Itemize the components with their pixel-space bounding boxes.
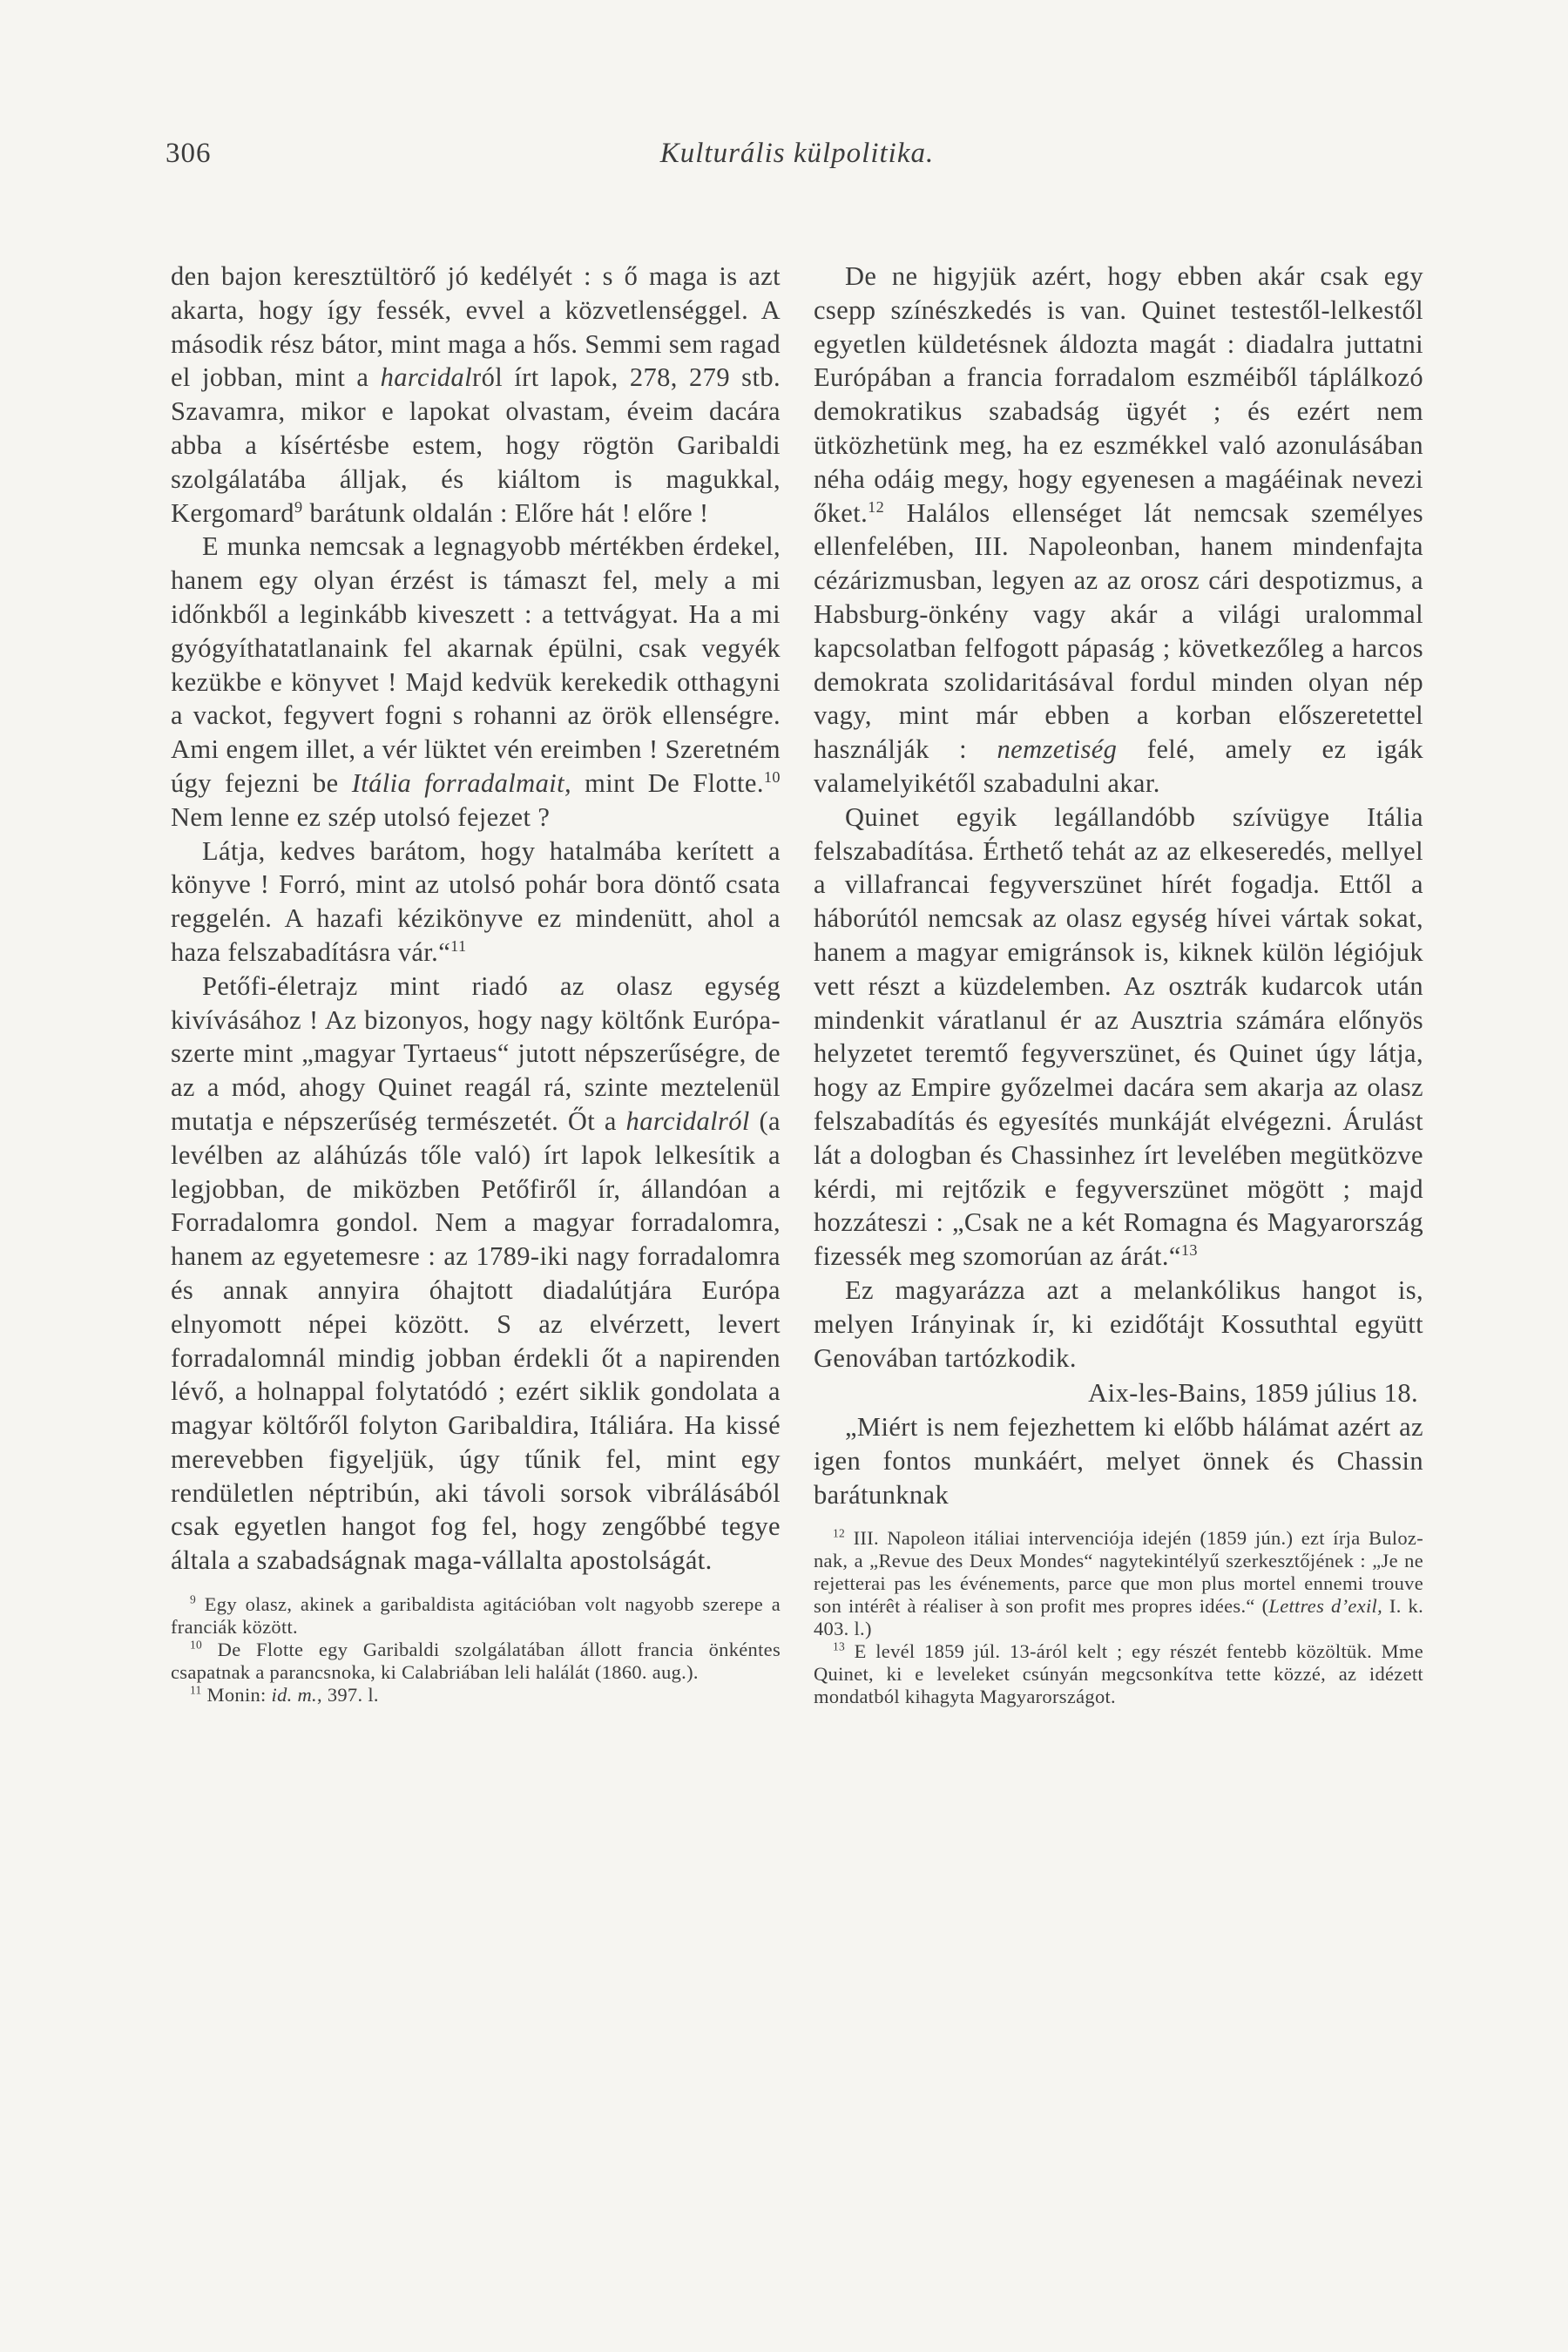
paragraph: „Miért is nem fejezhettem ki előbb hálámat azért az igen fontos munkáért, melyet önnek és Chassin barátunknak <box>814 1412 1423 1510</box>
footnote-ref: 11 <box>450 936 467 955</box>
left-column <box>171 260 781 1707</box>
paragraph: De ne higyjük azért, hogy ebben akár csak egy csepp színészkedés is van. Quinet testestől-lelkestől egyetlen küldetésnek áldozta magát : diadalra juttatni Európában a francia forradalom eszméiből táplálkozó demokratikus szabadság ügyét ; és ezért nem ütközhetünk meg, ha ez eszmékkel való azonulásában néha odáig megy, hogy egyenesen a magáéinak nevezi őket.$^{12}$ Halálos ellenséget lát nemcsak személyes ellenfelében, III. Napoleonban, hanem mindenfajta cézárizmusban, legyen az az orosz cári despotizmus, a Habsburg-önkény vagy akár a világi uralommal kapcsolatban felfogott pápaság ; következőleg a harcos demokrata szolidaritásával fordul minden olyan nép vagy, mint már ebben a korban előszeretettel használják : nemzetiség felé, amely ez igák valamelyikétől szabadulni akar. <box>814 261 1423 798</box>
footnote: $^{10}$ De Flotte egy Garibaldi szolgálatában állott francia önkéntes csapatnak a parancsnoka, ki Calabriában leli halálát (1860. aug.). <box>171 1638 781 1684</box>
paragraph: E munka nemcsak a legnagyobb mértékben érdekel, hanem egy olyan érzést is támaszt fel, mely a mi időnkből a leginkább kiveszett : a tettvágyat. Ha a mi gyógyíthatatlanaink fel akarnak épülni, csak vegyék kezükbe e könyvet ! Majd kedvük kerekedik otthagyni a vackot, fegyvert fogni s rohanni az örök ellenségre. Ami engem illet, a vér lüktet vén ereimben ! Szeretném úgy fejezni be Itália forradalmait, mint De Flotte.$^{10}$ Nem lenne ez szép utolsó fejezet ? <box>171 531 781 832</box>
footnote-ref: 13 <box>1180 1240 1198 1259</box>
page-header <box>166 138 1429 181</box>
footnotes-left <box>171 1593 781 1707</box>
footnote-ref: 9 <box>294 497 303 516</box>
paragraph: Quinet egyik legállandóbb szívügye Itália felszabadítása. Érthető tehát az az elkeseredés, mellyel a villafrancai fegyverszünet hírét fogadja. Ettől a háborútól nemcsak az olasz egység hívei vártak sokat, hanem a magyar emigránsok is, kiknek külön légiójuk vett részt a küzdelemben. Az osztrák kudarcok után mindenkit váratlanul ér az Ausztria számára előnyös helyzetet teremtő fegyverszünet, és Quinet úgy látja, hogy az Empire győzelmei dacára sem akarja az olasz felszabadítás és egyesítés munkáját elvégezni. Árulást lát a dologban és Chassinhez írt levelében megütközve kérdi, mi rejtőzik e fegyverszünet mögött ; majd hozzáteszi : „Csak ne a két Romagna és Magyarország fizessék meg szomorúan az árát.“$^{13}$ <box>814 801 1423 1272</box>
paragraph: Petőfi-életrajz mint riadó az olasz egység kivívásához ! Az bizonyos, hogy nagy költőnk Európa-szerte mint „magyar Tyrtaeus“ jutott népszerűségre, de az a mód, ahogy Quinet reagál rá, szinte meztelenül mutatja e népszerűség természetét. Őt a harcidalról (a levélben az aláhúzás tőle való) írt lapok lelkesítik a legjobban, de miközben Petőfiről ír, állandóan a Forradalomra gondol. Nem a magyar forradalomra, hanem az egyetemesre : az 1789-iki nagy forradalomra és annak annyira óhajtott diadalútjára Európa elnyomott népei között. S az elvérzett, levert forradalomnál mindig jobban érdekli őt a napirenden lévő, a holnappal folytatódó ; ezért siklik gondolata a magyar költőről folyton Garibaldira, Itáliára. Ha kissé merevebben figyeljük, úgy tűnik fel, mint egy rendületlen néptribún, aki távoli sorsok vibrálásából csak egyetlen hangot fog fel, hogy zengőbbé tegye általa a szabadságnak maga-vállalta apostolságát. <box>171 970 781 1576</box>
footnote-ref: 10 <box>763 767 781 786</box>
footnotes-right <box>814 1527 1423 1708</box>
footnote: $^{12}$ III. Napoleon itáliai intervenciója idején (1859 jún.) ezt írja Buloz-nak, a „Revue des Deux Mondes“ nagytekintélyű szerkesztőjének : „Je ne rejetterai pas les événements, parce que mon plus mortel ennemi trouve son intérêt à réaliser à son profit mes propres idées.“ (Lettres d’exil, I. k. 403. l.) <box>814 1526 1424 1640</box>
running-title: Kulturális külpolitika. <box>659 138 935 169</box>
paragraph: den bajon keresztültörő jó kedélyét : s ő maga is azt akarta, hogy így fessék, evvel a közvetlenséggel. A második rész bátor, mint maga a hős. Semmi sem ragad el jobban, mint a harcidalról írt lapok, 278, 279 stb. Szavamra, mikor e lapokat olvastam, éveim dacára abba a kísértésbe estem, hogy rögtön Garibaldi szolgálatába álljak, és kiáltom is magukkal, Kergomard$^9$ barátunk oldalán : Előre hát ! előre ! <box>171 261 781 528</box>
right-body <box>814 260 1423 1511</box>
page-number: 306 <box>166 138 212 169</box>
paragraph: Ez magyarázza azt a melankólikus hangot is, melyen Irányinak ír, ki ezidőtájt Kossuthtal együtt Genovában tartózkodik. <box>814 1274 1423 1373</box>
footnote-ref: 12 <box>868 497 885 516</box>
footnote: $^{13}$ E levél 1859 júl. 13-áról kelt ; egy részét fentebb közöltük. Mme Quinet, ki e leveleket csúnyán megcsonkítva tette közzé, az idézett mondatból kihagyta Magyarországot. <box>814 1639 1423 1708</box>
footnote: $^9$ Egy olasz, akinek a garibaldista agitációban volt nagyobb szerepe a franciák között. <box>171 1592 781 1639</box>
paragraph: Látja, kedves barátom, hogy hatalmába kerített a könyve ! Forró, mint az utolsó pohár bora döntő csata reggelén. A hazafi kézikönyve ez mindenütt, ahol a haza felszabadításra vár.“$^{11}$ <box>171 835 781 967</box>
letter-dateline: Aix-les-Bains, 1859 július 18. <box>1088 1378 1418 1409</box>
left-body <box>171 260 781 1578</box>
right-column <box>814 260 1423 1708</box>
footnote: $^{11}$ Monin: id. m., 397. l. <box>190 1683 379 1707</box>
